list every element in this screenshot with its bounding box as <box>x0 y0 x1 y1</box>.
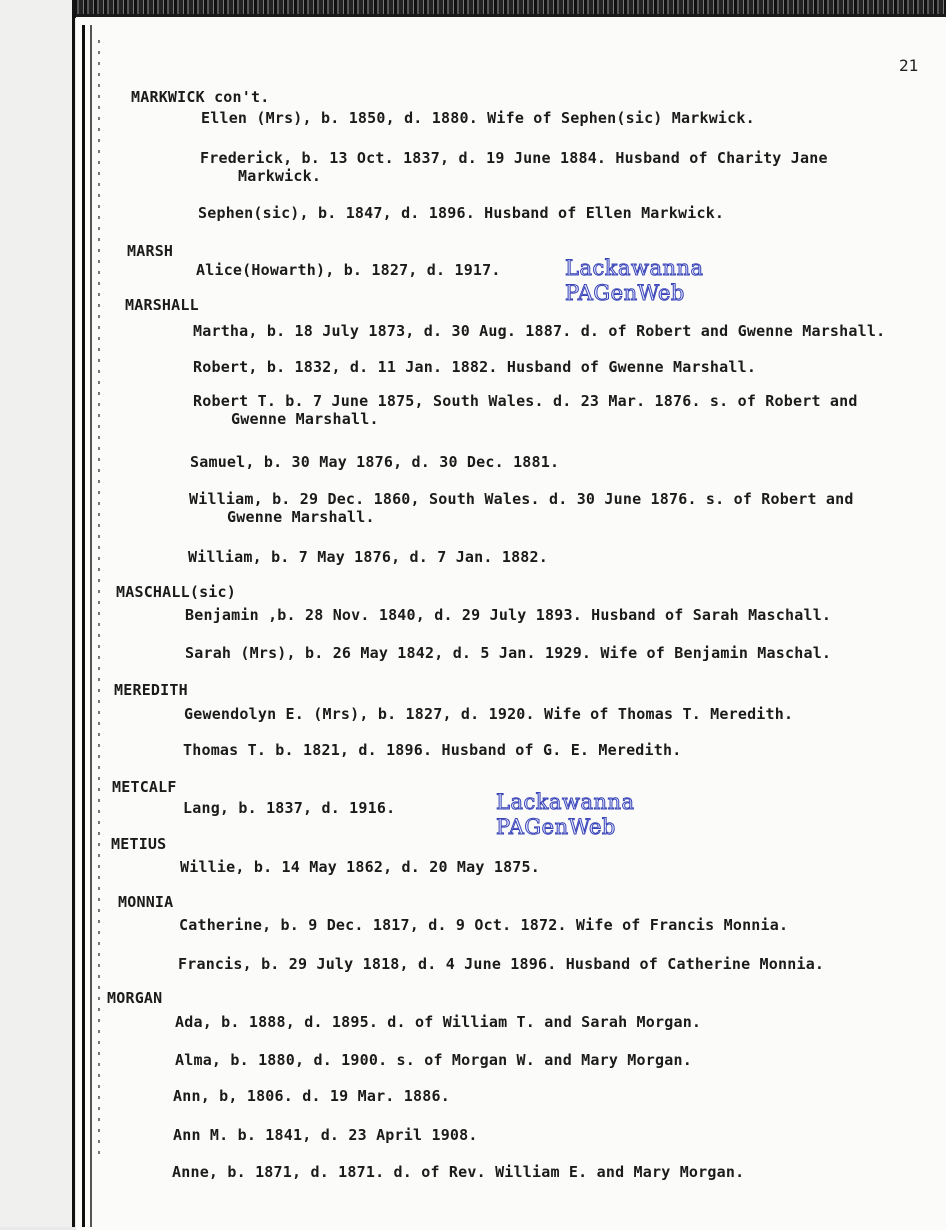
entry-gewendolyn-meredith: Gewendolyn E. (Mrs), b. 1827, d. 1920. Wife of Thomas T. Meredith. <box>184 705 794 723</box>
entry-sarah-maschall: Sarah (Mrs), b. 26 May 1842, d. 5 Jan. 1929. Wife of Benjamin Maschal. <box>185 644 832 662</box>
entry-continuation: Gwenne Marshall. <box>231 410 379 428</box>
watermark <box>496 790 635 840</box>
watermark-line-2: PAGenWeb <box>496 815 616 839</box>
entry-ann-m-morgan: Ann M. b. 1841, d. 23 April 1908. <box>173 1126 478 1144</box>
entry-robert-t-marshall <box>193 392 858 428</box>
entry-continuation: Markwick. <box>238 167 322 185</box>
entry-line: William, b. 29 Dec. 1860, South Wales. d. 30 June 1876. s. of Robert and <box>189 490 854 508</box>
heading-metius: METIUS <box>111 835 167 853</box>
binder-line-inner <box>90 25 92 1227</box>
entry-william-marshall-1 <box>189 490 854 526</box>
entry-anne-morgan: Anne, b. 1871, d. 1871. d. of Rev. William E. and Mary Morgan. <box>172 1163 745 1181</box>
entry-continuation: Gwenne Marshall. <box>227 508 375 526</box>
entry-martha-marshall: Martha, b. 18 July 1873, d. 30 Aug. 1887. d. of Robert and Gwenne Marshall. <box>193 322 886 340</box>
left-margin-edge <box>72 0 75 1227</box>
entry-frederick-markwick <box>200 149 828 185</box>
entry-robert-marshall: Robert, b. 1832, d. 11 Jan. 1882. Husband of Gwenne Marshall. <box>193 358 757 376</box>
entry-william-marshall-2: William, b. 7 May 1876, d. 7 Jan. 1882. <box>188 548 548 566</box>
entry-willie-metius: Willie, b. 14 May 1862, d. 20 May 1875. <box>180 858 540 876</box>
heading-meredith: MEREDITH <box>114 681 188 699</box>
entry-alice-marsh: Alice(Howarth), b. 1827, d. 1917. <box>196 261 501 279</box>
entry-lang-metcalf: Lang, b. 1837, d. 1916. <box>183 799 396 817</box>
watermark-line-2: PAGenWeb <box>565 281 685 305</box>
binder-line <box>82 25 85 1227</box>
watermark-line-1: Lackawanna <box>496 790 635 814</box>
entry-alma-morgan: Alma, b. 1880, d. 1900. s. of Morgan W. and Mary Morgan. <box>175 1051 692 1069</box>
entry-ada-morgan: Ada, b. 1888, d. 1895. d. of William T. and Sarah Morgan. <box>175 1013 702 1031</box>
heading-monnia: MONNIA <box>118 893 174 911</box>
heading-maschall: MASCHALL(sic) <box>116 583 236 601</box>
heading-marshall: MARSHALL <box>125 296 199 314</box>
heading-morgan: MORGAN <box>107 989 163 1007</box>
entry-catherine-monnia: Catherine, b. 9 Dec. 1817, d. 9 Oct. 1872. Wife of Francis Monnia. <box>179 916 789 934</box>
heading-metcalf: METCALF <box>112 778 177 796</box>
entry-samuel-marshall: Samuel, b. 30 May 1876, d. 30 Dec. 1881. <box>190 453 560 471</box>
entry-line: Robert T. b. 7 June 1875, South Wales. d. 23 Mar. 1876. s. of Robert and <box>193 392 858 410</box>
entry-thomas-meredith: Thomas T. b. 1821, d. 1896. Husband of G. E. Meredith. <box>183 741 682 759</box>
heading-marsh: MARSH <box>127 242 174 260</box>
entry-sephen-markwick: Sephen(sic), b. 1847, d. 1896. Husband of Ellen Markwick. <box>198 204 725 222</box>
entry-line: Frederick, b. 13 Oct. 1837, d. 19 June 1884. Husband of Charity Jane <box>200 149 828 167</box>
entry-ann-morgan: Ann, b, 1806. d. 19 Mar. 1886. <box>173 1087 450 1105</box>
page-number: 21 <box>899 56 919 75</box>
left-margin-strip <box>0 0 74 1227</box>
watermark <box>565 256 704 306</box>
heading-markwick: MARKWICK con't. <box>131 88 270 106</box>
entry-francis-monnia: Francis, b. 29 July 1818, d. 4 June 1896. Husband of Catherine Monnia. <box>178 955 825 973</box>
entry-ellen-markwick: Ellen (Mrs), b. 1850, d. 1880. Wife of Sephen(sic) Markwick. <box>201 109 755 127</box>
watermark-line-1: Lackawanna <box>565 256 704 280</box>
binder-holes <box>98 40 100 1160</box>
entry-benjamin-maschall: Benjamin ,b. 28 Nov. 1840, d. 29 July 1893. Husband of Sarah Maschall. <box>185 606 832 624</box>
